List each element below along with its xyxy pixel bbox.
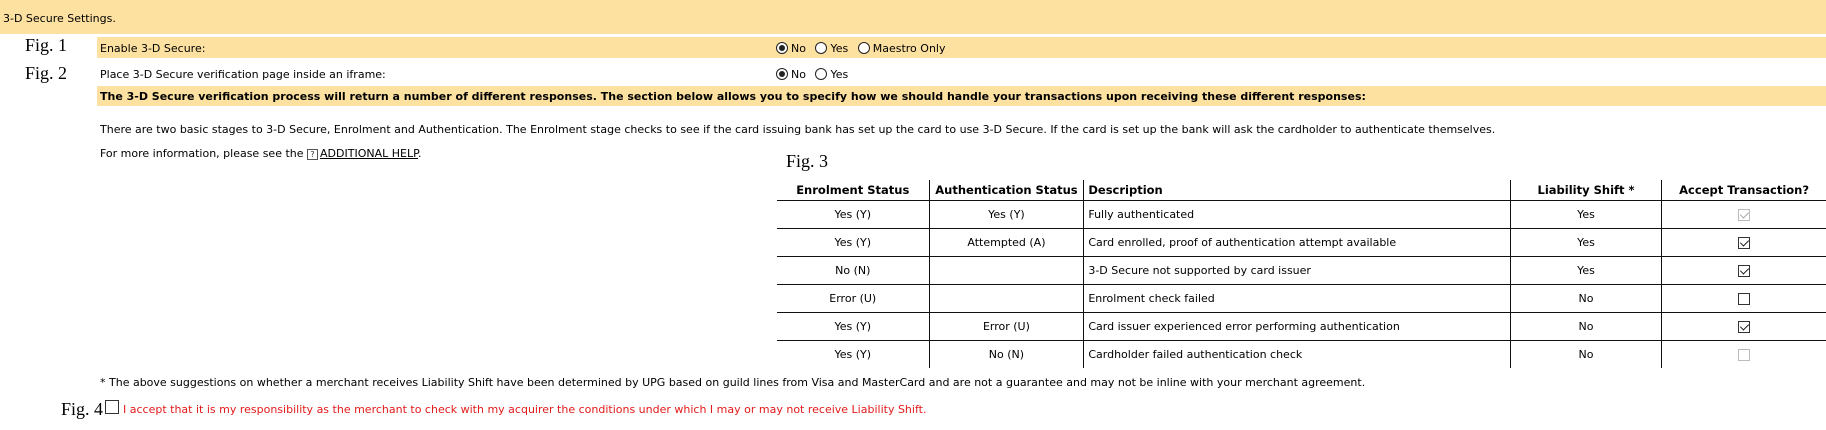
accept-cell xyxy=(1662,341,1826,369)
more-info-suffix: . xyxy=(418,147,422,160)
column-header-description: Description xyxy=(1084,180,1511,201)
description-cell: Enrolment check failed xyxy=(1084,285,1511,313)
responses-table xyxy=(777,180,1826,368)
enable-3ds-option-no[interactable] xyxy=(776,42,806,55)
more-info-prefix: For more information, please see the xyxy=(100,147,304,160)
radio-button[interactable] xyxy=(776,42,788,54)
enrolment-status-cell: Yes (Y) xyxy=(777,313,929,341)
figure-label-1: Fig. 1 xyxy=(25,35,68,55)
enable-3ds-label: Enable 3-D Secure: xyxy=(100,42,206,55)
liability-acceptance-checkbox[interactable] xyxy=(105,400,119,414)
liability-shift-cell: Yes xyxy=(1510,257,1661,285)
accept-checkbox[interactable] xyxy=(1738,293,1750,305)
accept-cell xyxy=(1662,285,1826,313)
liability-shift-cell: Yes xyxy=(1510,229,1661,257)
radio-button[interactable] xyxy=(776,68,788,80)
authentication-status-cell: Yes (Y) xyxy=(929,201,1084,229)
authentication-status-cell: No (N) xyxy=(929,341,1084,369)
page-title: 3-D Secure Settings. xyxy=(3,12,116,25)
description-cell: Card enrolled, proof of authentication attempt available xyxy=(1084,229,1511,257)
liability-shift-cell: No xyxy=(1510,313,1661,341)
option-label: No xyxy=(791,42,806,55)
responses-banner-text: The 3-D Secure verification process will return a number of different responses. The section below allows you to specify how we should handle your transactions upon receiving these different responses: xyxy=(100,90,1366,103)
option-label: No xyxy=(791,68,806,81)
authentication-status-cell xyxy=(929,257,1084,285)
liability-shift-cell: Yes xyxy=(1510,201,1661,229)
description-cell: 3-D Secure not supported by card issuer xyxy=(1084,257,1511,285)
enable-3ds-options xyxy=(776,42,951,55)
enrolment-status-cell: Error (U) xyxy=(777,285,929,313)
enable-3ds-option-maestro[interactable] xyxy=(858,42,946,55)
enable-3ds-option-yes[interactable] xyxy=(815,42,848,55)
figure-label-2: Fig. 2 xyxy=(25,63,68,83)
radio-button[interactable] xyxy=(815,68,827,80)
liability-shift-cell: No xyxy=(1510,341,1661,369)
help-icon[interactable]: ? xyxy=(307,149,318,160)
table-row xyxy=(777,201,1826,229)
accept-checkbox[interactable] xyxy=(1738,265,1750,277)
column-header-liability: Liability Shift * xyxy=(1510,180,1661,201)
authentication-status-cell xyxy=(929,285,1084,313)
iframe-setting-options xyxy=(776,68,854,81)
figure-label-3: Fig. 3 xyxy=(786,151,829,171)
table-header-row xyxy=(777,180,1826,201)
liability-footnote: * The above suggestions on whether a merchant receives Liability Shift have been determined by UPG based on guild lines from Visa and MasterCard and are not a guarantee and may not be inline with your merchant agreement. xyxy=(100,376,1366,389)
authentication-status-cell: Attempted (A) xyxy=(929,229,1084,257)
enrolment-status-cell: No (N) xyxy=(777,257,929,285)
radio-button[interactable] xyxy=(815,42,827,54)
settings-header xyxy=(0,0,1826,34)
iframe-option-yes[interactable] xyxy=(815,68,848,81)
additional-help-link[interactable]: ADDITIONAL HELP xyxy=(320,147,418,160)
accept-cell xyxy=(1662,229,1826,257)
enable-3ds-row xyxy=(97,37,1826,58)
column-header-enrolment: Enrolment Status xyxy=(777,180,929,201)
option-label: Yes xyxy=(830,42,849,55)
accept-checkbox xyxy=(1738,349,1750,361)
column-header-accept: Accept Transaction? xyxy=(1662,180,1826,201)
more-info-line xyxy=(100,147,422,160)
table-row xyxy=(777,229,1826,257)
iframe-option-no[interactable] xyxy=(776,68,806,81)
accept-cell xyxy=(1662,257,1826,285)
accept-cell xyxy=(1662,201,1826,229)
table-row xyxy=(777,285,1826,313)
enrolment-status-cell: Yes (Y) xyxy=(777,229,929,257)
iframe-setting-label: Place 3-D Secure verification page inside an iframe: xyxy=(100,68,386,81)
accept-checkbox xyxy=(1738,209,1750,221)
intro-text: There are two basic stages to 3-D Secure, Enrolment and Authentication. The Enrolment stage checks to see if the card issuing bank has set up the card to use 3-D Secure. If the card is set up the bank will ask the cardholder to authenticate themselves. xyxy=(100,123,1496,136)
option-label: Maestro Only xyxy=(872,42,946,55)
enrolment-status-cell: Yes (Y) xyxy=(834,348,872,361)
accept-cell xyxy=(1662,313,1826,341)
description-cell: Fully authenticated xyxy=(1084,201,1511,229)
table-row xyxy=(777,257,1826,285)
accept-checkbox[interactable] xyxy=(1738,321,1750,333)
description-cell: Card issuer experienced error performing authentication xyxy=(1084,313,1511,341)
description-cell: Cardholder failed authentication check xyxy=(1084,341,1511,369)
option-label: Yes xyxy=(830,68,849,81)
table-row xyxy=(777,341,1826,369)
radio-button[interactable] xyxy=(858,42,870,54)
accept-checkbox[interactable] xyxy=(1738,237,1750,249)
table-row xyxy=(777,313,1826,341)
figure-label-4: Fig. 4 xyxy=(61,399,104,419)
liability-shift-cell: No xyxy=(1510,285,1661,313)
enrolment-status-cell: Yes (Y) xyxy=(777,201,929,229)
authentication-status-cell: Error (U) xyxy=(929,313,1084,341)
liability-acceptance-label[interactable]: I accept that it is my responsibility as the merchant to check with my acquirer the conditions under which I may or may not receive Liability Shift. xyxy=(123,403,927,416)
column-header-authentication: Authentication Status xyxy=(929,180,1084,201)
